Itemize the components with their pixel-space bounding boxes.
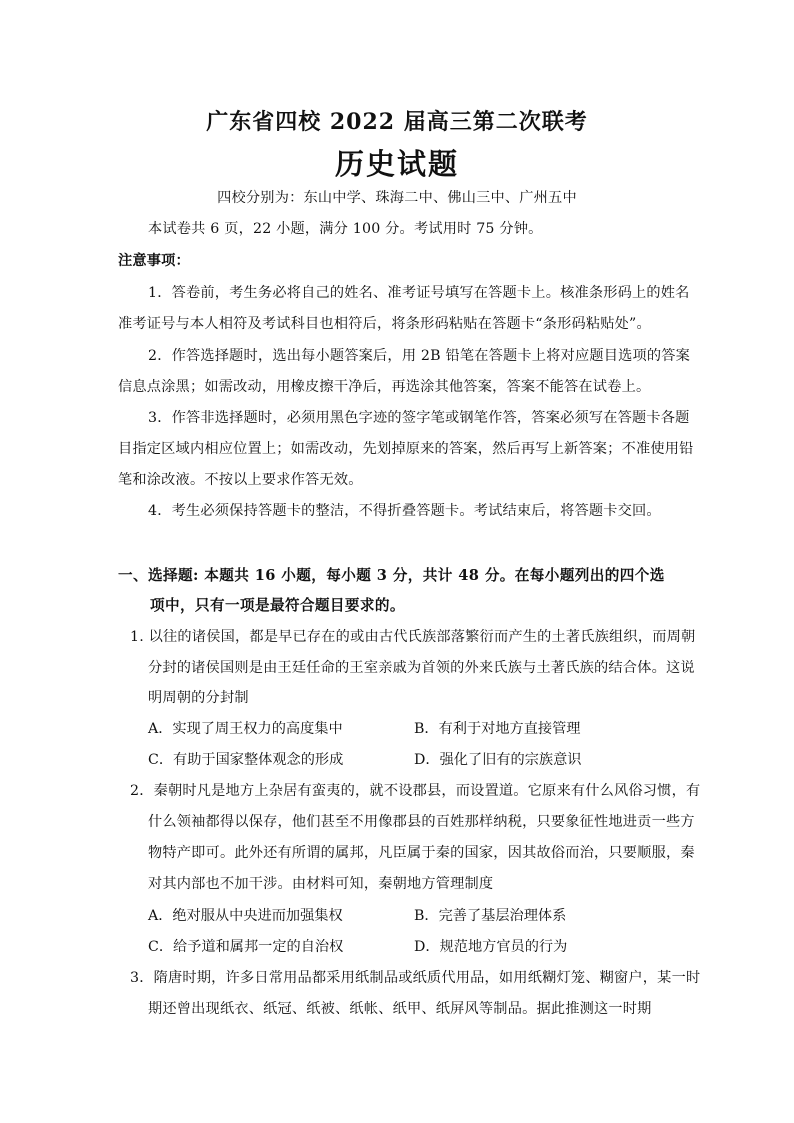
question-1-line-3: 明周朝的分封制	[148, 690, 249, 706]
question-2-line-4: 对其内部也不加干涉。由材料可知，秦朝地方管理制度	[148, 876, 494, 892]
schools-line: 四校分别为：东山中学、珠海二中、佛山三中、广州五中	[217, 190, 577, 206]
notes-heading: 注意事项：	[118, 253, 190, 269]
question-1-line-2: 分封的诸侯国则是由王廷任命的王室亲戚为首领的外来氏族与土著氏族的结合体。这说	[148, 660, 695, 676]
section-1-heading-line-2: 项中，只有一项是最符合题目要求的。	[150, 597, 405, 614]
question-2-option-c: C．给予道和属邦一定的自治权	[148, 939, 344, 955]
exam-title: 广东省四校 2022 届高三第二次联考	[206, 109, 588, 135]
exam-info: 本试卷共 6 页，22 小题，满分 100 分。考试用时 75 分钟。	[148, 221, 543, 237]
note-2-line-1: 2．作答选择题时，选出每小题答案后，用 2B 铅笔在答题卡上将对应题目选项的答案	[148, 348, 691, 364]
question-1-option-d: D．强化了旧有的宗族意识	[414, 752, 582, 768]
note-2-line-2: 信息点涂黑；如需改动，用橡皮擦干净后，再选涂其他答案，答案不能答在试卷上。	[118, 379, 651, 395]
question-2-option-b: B．完善了基层治理体系	[414, 908, 567, 924]
question-2-line-2: 什么领袖都得以保存，他们甚至不用像郡县的百姓那样纳税，只要象征性地进贡一些方	[148, 814, 695, 830]
question-3-line-1: 3．隋唐时期，许多日常用品都采用纸制品或纸质代用品，如用纸糊灯笼、糊窗户，某一时	[130, 970, 701, 986]
note-3-line-2: 目指定区域内相应位置上；如需改动，先划掉原来的答案，然后再写上新答案；不准使用铅	[118, 441, 694, 457]
question-1-option-a: A．实现了周王权力的高度集中	[148, 721, 343, 737]
question-1-option-b: B．有利于对地方直接管理	[414, 721, 581, 737]
question-3-line-2: 期还曾出现纸衣、纸冠、纸被、纸帐、纸甲、纸屏风等制品。据此推测这一时期	[148, 1001, 652, 1017]
question-2-option-d: D．规范地方官员的行为	[414, 939, 568, 955]
section-1-heading-line-1: 一、选择题: 本题共 16 小题，每小题 3 分，共计 48 分。在每小题列出的四个选	[118, 567, 665, 584]
note-1-line-2: 准考证号与本人相符及考试科目也相符后，将条形码粘贴在答题卡“条形码粘贴处”。	[118, 316, 651, 332]
note-3-line-1: 3．作答非选择题时，必须用黑色字迹的签字笔或钢笔作答，答案必须写在答题卡各题	[148, 410, 690, 426]
exam-subject: 历史试题	[334, 147, 459, 181]
question-2-line-3: 物特产即可。此外还有所谓的属邦，凡臣属于秦的国家，因其故俗而治，只要顺服，秦	[148, 845, 695, 861]
note-4-line-1: 4．考生必须保持答题卡的整洁，不得折叠答题卡。考试结束后，将答题卡交回。	[148, 503, 661, 519]
question-1-line-1: 1. 以往的诸侯国，都是早已存在的或由古代氏族部落繁衍而产生的土著氏族组织，而周朝	[130, 629, 696, 645]
note-3-line-3: 笔和涂改液。不按以上要求作答无效。	[118, 472, 363, 488]
question-2-option-a: A．绝对服从中央进而加强集权	[148, 908, 343, 924]
question-1-option-c: C．有助于国家整体观念的形成	[148, 752, 344, 768]
question-2-line-1: 2．秦朝时凡是地方上杂居有蛮夷的，就不设郡县，而设置道。它原来有什么风俗习惯，有	[130, 783, 701, 799]
note-1-line-1: 1．答卷前，考生务必将自己的姓名、准考证号填写在答题卡上。核准条形码上的姓名	[148, 285, 690, 301]
